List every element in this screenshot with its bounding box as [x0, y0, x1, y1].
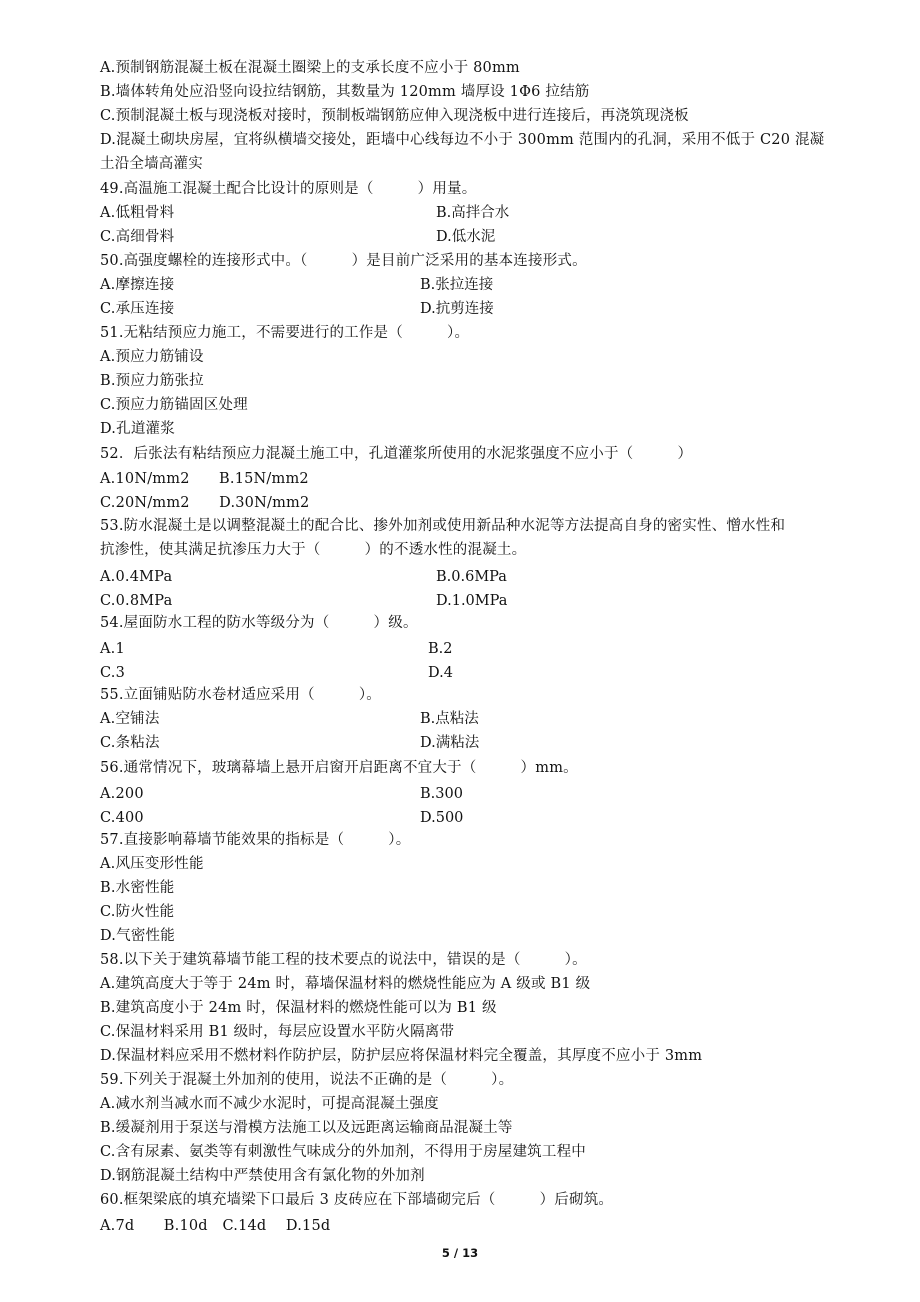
- question-53: 53.防水混凝土是以调整混凝土的配合比、掺外加剂或使用新品种水泥等方法提高自身的密实性、憎水性和: [100, 518, 786, 534]
- option-48c: C.预制混凝土板与现浇板对接时，预制板端钢筋应伸入现浇板中进行连接后，再浇筑现浇板: [100, 108, 689, 124]
- option-53a: A.0.4MPa: [100, 569, 173, 585]
- option-49c: C.高细骨料: [100, 229, 175, 245]
- option-56a: A.200: [100, 786, 144, 802]
- option-54b: B.2: [428, 641, 453, 657]
- option-56b: B.300: [420, 786, 463, 802]
- option-55c: C.条粘法: [100, 735, 160, 751]
- option-51b: B.预应力筋张拉: [100, 373, 204, 389]
- option-49d: D.低水泥: [436, 229, 496, 245]
- option-51a: A.预应力筋铺设: [100, 349, 204, 365]
- option-58c: C.保温材料采用 B1 级时，每层应设置水平防火隔离带: [100, 1024, 455, 1040]
- option-59a: A.减水剂当减水而不减少水泥时，可提高混凝土强度: [100, 1096, 439, 1112]
- question-50: 50.高强度螺栓的连接形式中。（ ）是目前广泛采用的基本连接形式。: [100, 253, 587, 269]
- option-50c: C.承压连接: [100, 301, 175, 317]
- page-number: 5 / 13: [441, 1246, 479, 1260]
- question-58: 58.以下关于建筑幕墙节能工程的技术要点的说法中，错误的是（ ）。: [100, 952, 587, 968]
- question-53-cont: 抗渗性，使其满足抗渗压力大于（ ）的不透水性的混凝土。: [100, 542, 527, 558]
- question-59: 59.下列关于混凝土外加剂的使用，说法不正确的是（ ）。: [100, 1072, 514, 1088]
- option-51c: C.预应力筋锚固区处理: [100, 397, 248, 413]
- question-56: 56.通常情况下，玻璃幕墙上悬开启窗开启距离不宜大于（ ）mm。: [100, 760, 578, 776]
- option-55a: A.空铺法: [100, 711, 160, 727]
- option-48d: D.混凝土砌块房屋，宜将纵横墙交接处，距墙中心线每边不小于 300mm 范围内的孔洞，采用不低于 C20 混凝: [100, 132, 825, 148]
- question-52: 52．后张法有粘结预应力混凝土施工中，孔道灌浆所使用的水泥浆强度不应小于（ ）: [100, 446, 693, 462]
- option-50b: B.张拉连接: [420, 277, 494, 293]
- option-59b: B.缓凝剂用于泵送与滑模方法施工以及远距离运输商品混凝土等: [100, 1120, 513, 1136]
- option-58a: A.建筑高度大于等于 24m 时，幕墙保温材料的燃烧性能应为 A 级或 B1 级: [100, 976, 591, 992]
- option-56c: C.400: [100, 810, 144, 826]
- option-53d: D.1.0MPa: [436, 593, 508, 609]
- option-55d: D.满粘法: [420, 735, 480, 751]
- option-48b: B.墙体转角处应沿竖向设拉结钢筋，其数量为 120mm 墙厚设 1Φ6 拉结筋: [100, 84, 590, 100]
- option-48a: A.预制钢筋混凝土板在混凝土圈梁上的支承长度不应小于 80mm: [100, 60, 520, 76]
- option-54c: C.3: [100, 665, 126, 681]
- option-57a: A.风压变形性能: [100, 856, 204, 872]
- question-49: 49.高温施工混凝土配合比设计的原则是（ ）用量。: [100, 181, 477, 197]
- option-59c: C.含有尿素、氨类等有刺激性气味成分的外加剂，不得用于房屋建筑工程中: [100, 1144, 586, 1160]
- question-57: 57.直接影响幕墙节能效果的指标是（ ）。: [100, 832, 411, 848]
- option-56d: D.500: [420, 810, 464, 826]
- options-52ab: A.10N/mm2 B.15N/mm2: [100, 471, 309, 487]
- option-49a: A.低粗骨料: [100, 205, 175, 221]
- option-54a: A.1: [100, 641, 125, 657]
- option-51d: D.孔道灌浆: [100, 421, 175, 437]
- options-52cd: C.20N/mm2 D.30N/mm2: [100, 495, 310, 511]
- question-60: 60.框架梁底的填充墙梁下口最后 3 皮砖应在下部墙砌完后（ ）后砌筑。: [100, 1192, 614, 1208]
- option-57b: B.水密性能: [100, 880, 175, 896]
- option-53b: B.0.6MPa: [436, 569, 507, 585]
- option-49b: B.高拌合水: [436, 205, 510, 221]
- option-55b: B.点粘法: [420, 711, 479, 727]
- option-57d: D.气密性能: [100, 928, 175, 944]
- options-60: A.7d B.10d C.14d D.15d: [100, 1218, 331, 1234]
- option-53c: C.0.8MPa: [100, 593, 173, 609]
- option-54d: D.4: [428, 665, 453, 681]
- option-57c: C.防火性能: [100, 904, 175, 920]
- option-48d-cont: 土沿全墙高灌实: [100, 156, 203, 172]
- option-59d: D.钢筋混凝土结构中严禁使用含有氯化物的外加剂: [100, 1168, 425, 1184]
- question-54: 54.屋面防水工程的防水等级分为（ ）级。: [100, 615, 418, 631]
- question-51: 51.无粘结预应力施工，不需要进行的工作是（ ）。: [100, 325, 470, 341]
- option-58b: B.建筑高度小于 24m 时，保温材料的燃烧性能可以为 B1 级: [100, 1000, 497, 1016]
- question-55: 55.立面铺贴防水卷材适应采用（ ）。: [100, 687, 382, 703]
- option-58d: D.保温材料应采用不燃材料作防护层，防护层应将保温材料完全覆盖，其厚度不应小于 3mm: [100, 1048, 703, 1064]
- option-50a: A.摩擦连接: [100, 277, 175, 293]
- option-50d: D.抗剪连接: [420, 301, 494, 317]
